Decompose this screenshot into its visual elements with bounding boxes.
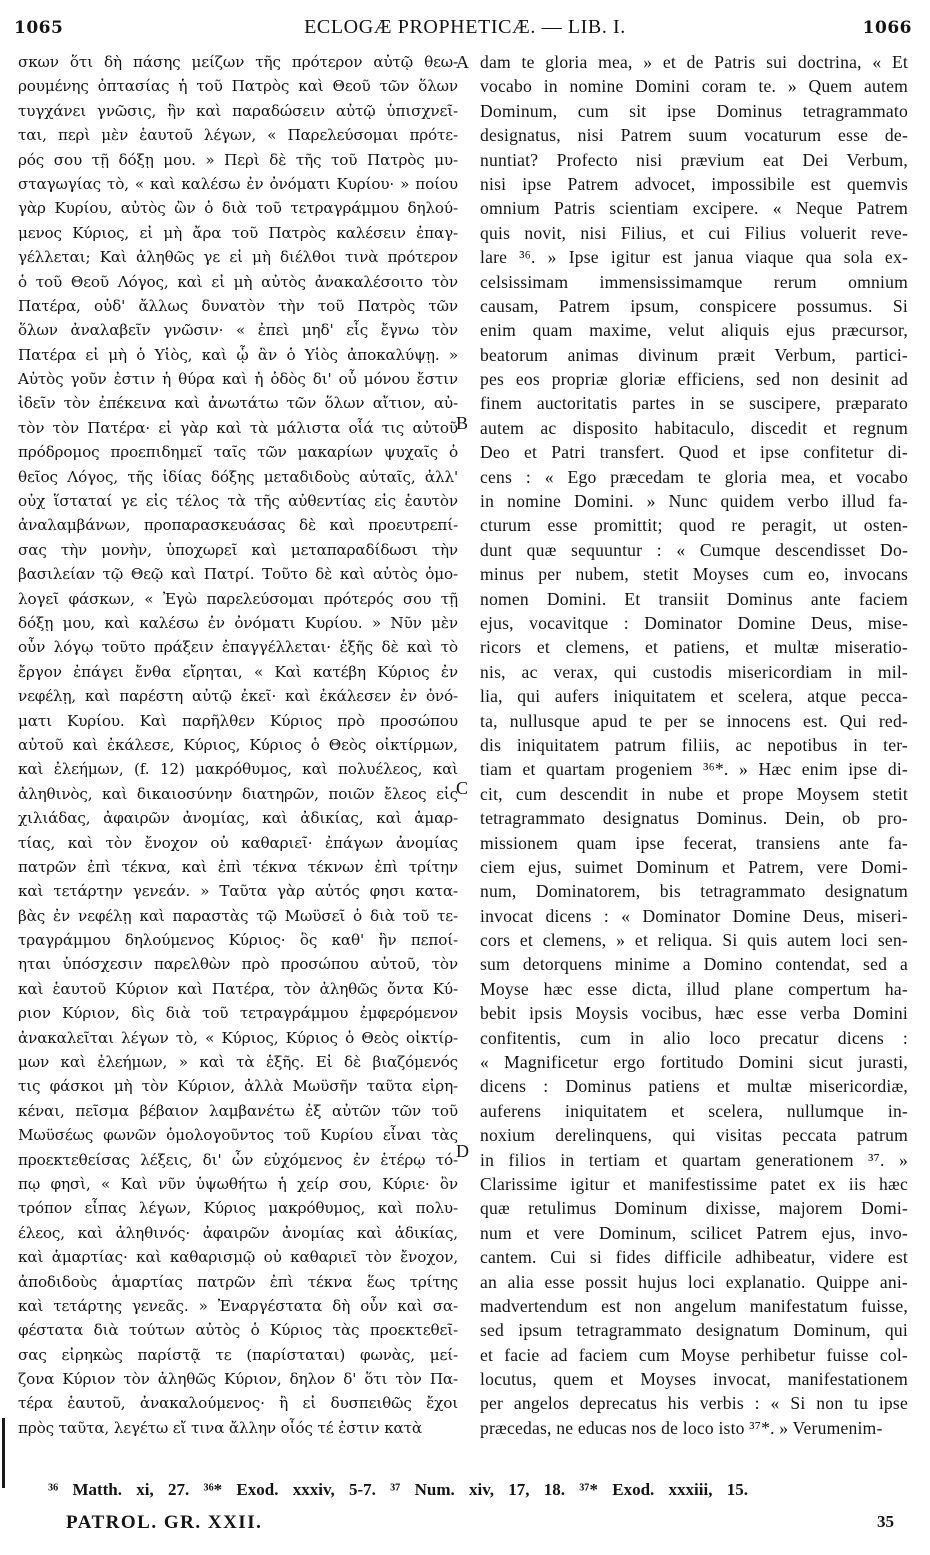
- greek-text-line: ἀνακαλεῖται λέγων τὸ, « Κύριος, Κύριος ὁ Θεὸς οἰκτίρ-: [18, 1028, 458, 1047]
- latin-text-line: pes eos propriæ gloriæ efficiens, sed non desinit ad: [480, 369, 908, 390]
- margin-letter-d: D: [456, 1141, 469, 1161]
- latin-text-line: num, Dominatorem, bis tetragrammato designatum: [480, 881, 908, 902]
- latin-text-line: per angelos deprecatus his verbis : « Si non tu ipse: [480, 1393, 908, 1414]
- greek-text-line: έλεος, καὶ ἀληθινός· ἀφαιρῶν ἀνομίας καὶ ἀδικίας,: [18, 1223, 458, 1242]
- greek-text-line: ται, περὶ μὲν ἑαυτοῦ λέγων, « Παρελεύσομαι πρότε-: [18, 126, 458, 145]
- latin-text-line: beatorum animas divinum præit Verbum, partici-: [480, 344, 908, 365]
- latin-text-line: confitentis, cum in alio loco precatur dicens :: [480, 1027, 908, 1048]
- greek-text-line: τραγράμμου δηλούμενος Κύριος· ὃς καθ' ἣν πεποί-: [18, 931, 458, 950]
- greek-text-line: προεκτεθείσας λέξεις, δι' ὧν εὐχόμενος ἐν ἑτέρῳ τό-: [18, 1150, 458, 1169]
- greek-text-line: τέρα ἑαυτοῦ, ἀνακαλούμενος· ἢ εἰ δυσπειθῶς ἔχοι: [18, 1394, 458, 1413]
- greek-text-line: μενος Κύριος, εἰ μὴ ἄρα τοῦ Πατρὸς καλέσειν ἐπαγ-: [18, 223, 458, 242]
- greek-text-line: ἰδεῖν τὸν ἐπέκεινα καὶ ἀνωτάτω τῶν ὅλων αἴτιον, αὐ-: [18, 394, 458, 413]
- latin-text-line: in filios in tertiam et quartam generationem ³⁷. »: [480, 1149, 908, 1170]
- latin-text-line: tetragrammato designatus Dominus. Dein, ob pro-: [480, 808, 908, 829]
- latin-text-line: tiam et quartam progeniem ³⁶*. » Hæc enim ipse di-: [480, 759, 908, 780]
- greek-text-line: καὶ ἑαυτοῦ Κύριον καὶ Πατέρα, τὸν ἀληθῶς ὄντα Κύ-: [18, 979, 458, 998]
- latin-text-line: Dominum, cum sit ipse Dominus tetragrammato: [480, 100, 908, 121]
- latin-text-line: ta, nullusque apud te per se innocens est. Qui red-: [480, 710, 908, 731]
- greek-text-line: σταγωγίας τὸ, « καὶ καλέσω ἐν ὀνόματι Κυρίου· » ποίου: [18, 174, 458, 193]
- latin-text-line: lare ³⁶. » Ipse igitur est janua viaque qua sola ex-: [480, 247, 908, 268]
- running-title: ECLOGÆ PROPHETICÆ. — LIB. I.: [304, 16, 626, 38]
- greek-text-line: σκων ὅτι δὴ πάσης μείζων τῆς πρότερον αὐτῷ θεω-: [18, 53, 458, 71]
- latin-text-line: sum detorquens minime a Domino contendat, sed a: [480, 954, 908, 975]
- latin-text-line: cors et clemens, » et reliqua. Si quis autem loci sen-: [480, 930, 908, 951]
- latin-text-line: finem auctoritatis partes in se suscipere, præparato: [480, 393, 908, 414]
- latin-text-line: ciem ejus, suimet Dominum et Patrem, vere Domi-: [480, 856, 908, 877]
- latin-text-line: nuntiat? Profecto nisi prævium eat Dei Verbum,: [480, 149, 908, 170]
- greek-text-line: ἔργον ἐπάγει ἔνθα εἴρηται, « Καὶ κατέβη Κύριος ἐν: [18, 662, 458, 681]
- greek-text-line: τις φάσκοι μὴ τὸν Κύριον, ἀλλὰ Μωϋσῆν ταῦτα εἰρη-: [18, 1077, 458, 1096]
- latin-text-line: ricors et clemens, et patiens, et multæ miseratio-: [480, 637, 908, 658]
- greek-text-line: θεῖος Λόγος, τῆς ἰδίας δόξης μεταδιδοὺς αὐταῖς, ἀλλ': [18, 467, 458, 486]
- greek-text-line: τὸν τὸν Πατέρα· εἰ γὰρ καὶ τὰ μάλιστα οἷά τις αὐτοῦ: [18, 418, 458, 437]
- greek-text-line: Μωϋσέως φωνῶν ὁμολογοῦντος τοῦ Κυρίου εἶναι τὰς: [18, 1126, 458, 1145]
- greek-text-line: καὶ ἐλεήμων, (f. 12) μακρόθυμος, καὶ πολυέλεος, καὶ: [18, 760, 458, 779]
- latin-text-line: causam, Patrem ipsum, conspicere possumus. Si: [480, 295, 908, 316]
- latin-text-line: præcedas, ne educas nos de loco isto ³⁷*. » Verumenim-: [480, 1417, 883, 1438]
- footnotes: ³⁶ Matth. xi, 27. ³⁶* Exod. xxxiv, 5-7. ³⁷ Num. xiv, 17, 18. ³⁷* Exod. xxxiii, 15.: [48, 1480, 748, 1499]
- latin-text-line: et facie ad faciem cum Moyse perhibetur fuisse col-: [480, 1344, 908, 1365]
- latin-text-line: dis iniquitatem patrum filiis, ac nepotibus in ter-: [480, 734, 908, 755]
- latin-text-line: omnium Patris scientiam excipere. « Neque Patrem: [480, 198, 908, 219]
- greek-text-line: πατρῶν ἐπὶ τέκνα, καὶ ἐπὶ τέκνα τέκνων ἐπὶ τρίτην: [18, 857, 458, 876]
- latin-text-line: lia, qui aufers iniquitatem et scelera, atque pecca-: [480, 686, 908, 707]
- greek-text-line: τυγχάνει γνῶσις, ἣν καὶ παραδώσειν αὐτῷ ὑπισχνεῖ-: [18, 101, 458, 120]
- greek-column: [18, 50, 458, 1440]
- latin-text-line: dam te gloria mea, » et de Patris sui doctrina, « Et: [480, 52, 908, 72]
- latin-text-line: invocat dicens : « Dominator Domine Deus, miseri-: [480, 905, 908, 926]
- greek-text-line: πρόδρομος προεπιδημεῖ ταῖς τῶν μακαρίων ψυχαῖς ὁ: [18, 443, 458, 462]
- greek-text-line: ὅλων ἀναλαβεῖν γνῶσιν· « ἐπεὶ μηδ' εἷς ἔγνω τὸν: [18, 321, 458, 340]
- greek-text-line: νεφέλῃ, καὶ παρέστη αὐτῷ ἐκεῖ· καὶ ἐκάλεσεν ἐν ὀνό-: [18, 687, 458, 706]
- greek-text-line: κέναι, πεῖσμα βέβαιον λαμβανέτω ἐξ αὐτῶν τῶν τοῦ: [18, 1101, 458, 1120]
- greek-text-line: ἀληθινὸς, καὶ δικαιοσύνην διατηρῶν, ποιῶν ἔλεος εἰς: [18, 784, 458, 803]
- greek-text-line: Πατέρα, οὐδ' ἄλλως δυνατὸν τὴν τοῦ Πατρὸς τῶν: [18, 296, 458, 315]
- greek-text-line: ζονα Κύριον τὸν ἀληθῶς Κύριον, δηλον δ' ὅτι τὸν Πα-: [18, 1370, 458, 1389]
- latin-text-line: Deo et Patri transfert. Quod et ipse confitetur di-: [480, 442, 908, 463]
- latin-text-line: an alia esse possit hujus loci explanatio. Quippe ani-: [480, 1271, 908, 1292]
- latin-text-line: bebit ipsis Moysis vocibus, hæc esse verba Domini: [480, 1003, 908, 1024]
- greek-text-line: Αὐτὸς γοῦν ἐστιν ἡ θύρα καὶ ἡ ὁδὸς δι' οὗ μόνου ἔστιν: [18, 370, 458, 389]
- latin-text-line: nomen Domini. Et transiit Dominus ante faciem: [480, 588, 908, 609]
- greek-text-line: ριον Κύριον, δὶς διὰ τοῦ τετραγράμμου ἐμφερόμενον: [18, 1004, 458, 1023]
- greek-text-line: γὰρ Κυρίου, αὐτὸς ὢν ὁ διὰ τοῦ τετραγράμμου δηλού-: [18, 199, 458, 218]
- greek-text-line: Πατέρα εἰ μὴ ὁ Υἱὸς, καὶ ᾧ ἂν ὁ Υἱὸς ἀποκαλύψῃ. »: [18, 345, 458, 364]
- greek-text-line: μων καὶ ἐλεήμων, » καὶ τὰ ἑξῆς. Εἰ δὲ βιαζόμενός: [18, 1053, 458, 1072]
- greek-text-line: σας τὴν μονὴν, ὑποχωρεῖ καὶ μεταπαραδίδωσι τὴν: [18, 540, 458, 559]
- series-signature: PATROL. GR. XXII.: [66, 1512, 263, 1533]
- latin-text-line: num et vere Dominum, scilicet Patrem ejus, invo-: [480, 1222, 908, 1243]
- greek-text-line: γέλλεται; Καὶ ἀληθῶς γε εἰ μὴ διέλθοι τινὰ πρότερον: [18, 248, 458, 267]
- greek-text-line: σας εἰρηκὼς παρίστᾷ τε (παρίσταται) φωνὰς, μεί-: [18, 1345, 458, 1364]
- greek-text-line: καὶ ἁμαρτίας· καὶ καθαρισμῷ οὐ καθαριεῖ τὸν ἔνοχον,: [18, 1248, 458, 1267]
- greek-text-line: πρὸς ταῦτα, λεγέτω εἴ τινα ἄλλην οἷός τέ ἐστιν κατὰ: [18, 1418, 422, 1437]
- greek-text-line: χιλιάδας, ἀφαιρῶν ἀνομίας, καὶ ἀδικίας, καὶ ἁμαρ-: [18, 809, 458, 828]
- latin-text-line: enim quam maxime, velut aliquis ejus præcursor,: [480, 320, 908, 341]
- greek-text-line: οὖν λόγῳ τοῦτο πράξειν ἐπαγγέλλεται· ἑξῆς δὲ καὶ τὸ: [18, 638, 458, 657]
- latin-text-line: quis novit, nisi Filius, et cui Filius voluerit reve-: [480, 222, 908, 243]
- latin-text-line: Moyse hæc esse dicta, illud plane compertum ha-: [480, 978, 908, 999]
- latin-text-line: cturum esse promittit; quod re peragit, ut osten-: [480, 515, 908, 536]
- greek-text-line: ρουμένης ὀπτασίας ἡ τοῦ Πατρὸς καὶ Θεοῦ τῶν ὅλων: [18, 77, 458, 96]
- latin-text-line: cens : « Ego præcedam te gloria mea, et vocabo: [480, 466, 908, 487]
- greek-text-line: τρόπον εἶπας λέγων, Κύριος μακρόθυμος, καὶ πολυ-: [18, 1199, 458, 1218]
- greek-text-line: ρός σου τῇ δόξῃ μου. » Περὶ δὲ τῆς τοῦ Πατρὸς μυ-: [18, 150, 458, 169]
- latin-text-line: in nomine Domini. » Nunc quidem verbo illud fa-: [480, 491, 908, 512]
- latin-column: [480, 50, 908, 1440]
- latin-text-line: vocabo in nomine Domini coram te. » Quem autem: [480, 76, 908, 97]
- latin-text-line: « Magnificetur ergo fortitudo Domini sicut jurasti,: [480, 1052, 908, 1073]
- latin-text-line: dicens : Dominus patiens et multæ misericordiæ,: [480, 1076, 908, 1097]
- page-number-left: 1065: [14, 18, 64, 38]
- greek-text-line: ηται ὑπόσχεσιν παρελθὼν πρὸ προσώπου αὐτοῦ, τὸν: [18, 955, 458, 974]
- latin-text-line: cantem. Cui si fides difficile adhibeatur, videre est: [480, 1247, 908, 1268]
- latin-text-line: ejus, vocavitque : Dominator Domine Deus, mise-: [480, 612, 908, 633]
- greek-text-line: βασιλείαν τῷ Θεῷ καὶ Πατρί. Τοῦτο δὲ καὶ αὐτὸς ὁμο-: [18, 565, 458, 584]
- greek-text-line: καὶ τετάρτης γενεᾶς. » Ἐναργέστατα δὴ οὖν καὶ σα-: [18, 1296, 458, 1315]
- greek-text-line: ἀναλαμβάνων, προπαρασκευάσας δὲ καὶ προευτρεπί-: [18, 516, 458, 535]
- greek-text-line: οὐχ ἵσταταί γε εἰς τέλος τὰ τῆς αὐθεντίας εἰς ἑαυτὸν: [18, 492, 458, 511]
- greek-text-line: ὁ τοῦ Θεοῦ Λόγος, καὶ εἰ μὴ αὐτὸς ἀνακαλέσοιτο τὸν: [18, 272, 458, 291]
- latin-text-line: cit, cum descendit in nube et prope Moysem stetit: [480, 783, 908, 804]
- latin-text-line: nis, ac verax, qui custodis misericordiam in mil-: [480, 661, 908, 682]
- latin-text-line: Clarissime igitur et manifestissime patet ex iis hæc: [480, 1173, 908, 1194]
- latin-text-line: celsissimam immensissimamque rerum omnium: [480, 271, 908, 292]
- greek-text-line: λογεῖ φάσκων, « Ἐγὼ παρελεύσομαι πρότερός σου τῇ: [18, 589, 458, 608]
- greek-text-line: βὰς ἐν νεφέλῃ καὶ παραστὰς τῷ Μωϋσεῖ ὁ διὰ τοῦ τε-: [18, 906, 458, 925]
- margin-letter-b: B: [456, 413, 469, 433]
- greek-text-line: δόξῃ μου, καὶ καλέσω ἐν ὀνόματι Κυρίου. » Νῦν μὲν: [18, 613, 458, 632]
- binding-edge-mark: [2, 1418, 5, 1488]
- latin-text-line: noxium derelinquens, qui visitas peccata patrum: [480, 1125, 908, 1146]
- greek-text-line: φέστατα διὰ τούτων αὐτὸς ὁ Κύριος τὰς προεκτεθεῖ-: [18, 1321, 458, 1340]
- greek-text-line: ἀποδιδοὺς ἁμαρτίας πατρῶν ἐπὶ τέκνα ἕως τρίτης: [18, 1272, 458, 1291]
- greek-text-line: καὶ τετάρτην γενεάν. » Ταῦτα γὰρ αὐτός φησι κατα-: [18, 882, 458, 901]
- latin-text-line: nisi ipse Patrem advocet, impossibile est quemvis: [480, 173, 908, 194]
- greek-text-line: πῳ φησὶ, « Καὶ νῦν ὑψωθήτω ἡ χείρ σου, Κύριε· ὃν: [18, 1174, 458, 1193]
- margin-letter-a: A: [456, 52, 469, 72]
- greek-text-line: τίας, καὶ τὸν ἔνοχον οὐ καθαριεῖ· ἐπάγων ἀνομίας: [18, 833, 458, 852]
- latin-text-line: missionem quam ipse fecerat, transiens ante fa-: [480, 832, 908, 853]
- latin-text-line: quæ retulimus Dominum dixisse, majorem Domi-: [480, 1198, 908, 1219]
- latin-text-line: autem ac disposito habitaculo, discedit et regnum: [480, 417, 908, 438]
- latin-text-line: madvertendum est non angelum manifestatum fuisse,: [480, 1295, 908, 1316]
- latin-text-line: minus per nubem, stetit Moyses cum eo, invocans: [480, 564, 908, 585]
- page-number-right: 1066: [862, 18, 912, 38]
- margin-letter-c: C: [456, 778, 469, 798]
- latin-text-line: designatus, nisi Patrem suum vocaturum esse de-: [480, 125, 908, 146]
- latin-text-line: sed ipsum tetragrammato designatum Dominum, qui: [480, 1320, 908, 1341]
- latin-text-line: dunt quæ sequuntur : « Cumque descendisset Do-: [480, 539, 908, 560]
- greek-text-line: ματι Κυρίου. Καὶ παρῆλθεν Κύριος πρὸ προσώπου: [18, 711, 458, 730]
- greek-text-line: αὐτοῦ καὶ ἐκάλεσε, Κύριος, Κύριος ὁ Θεὸς οἰκτίρμων,: [18, 735, 458, 754]
- latin-text-line: locutus, quem et Moyses invocat, manifestationem: [480, 1369, 908, 1390]
- sheet-number: 35: [877, 1512, 894, 1531]
- latin-text-line: auferens iniquitatem et scelera, nullumque in-: [480, 1100, 908, 1121]
